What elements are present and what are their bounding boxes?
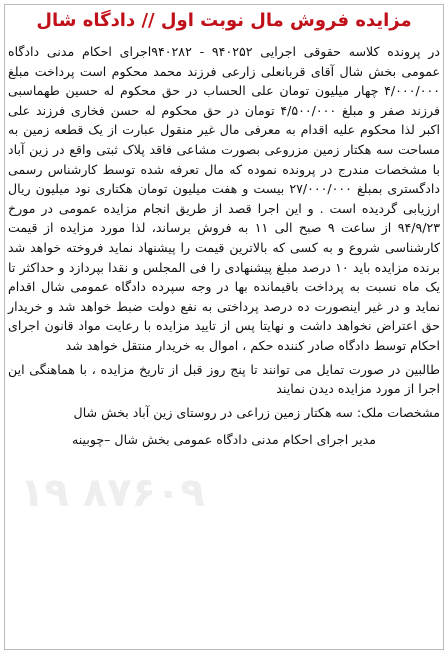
notice-headline: مزایده فروش مال نوبت اول // دادگاه شال <box>36 10 412 31</box>
signature-line: مدیر اجرای احکام مدنی دادگاه عمومی بخش شال –چوبینه <box>71 432 377 448</box>
property-details: مشخصات ملک: سه هکتار زمین زراعی در روستای زین آباد بخش شال <box>73 404 440 420</box>
visit-paragraph: طالبین در صورت تمایل می توانند تا پنج روز قبل از تاریخ مزایده ، با هماهنگی این اجرا از مورد مزایده دیدن نمایند <box>8 361 440 397</box>
background-watermark: ۱۹ ۸۷۶۰۹ <box>20 470 205 516</box>
notice-body: در پرونده کلاسه حقوقی اجرایی ۹۴۰۲۵۲ - ۹۴۰۲۸۲اجرای احکام مدنی دادگاه عمومی بخش شال آقای قربانعلی زارعی فرزند محمد محکوم است پرداخت مبلغ ۴/۰۰۰/۰۰۰ چهار میلیون تومان علی الحساب در حق محکوم له حسین طهماسبی فرزند صفر و مبلغ ۴/۵۰۰/۰۰۰ تومان در حق محکوم له حسن فخاری فرزند علی اکبر لذا محکوم علیه اقدام به معرفی مال غیر منقول عبارت از یک قطعه زمین به مساحت سه هکتار زمین مزروعی بصورت مشاعی فاقد پلاک ثبتی واقع در زین آباد با مشخصات مندرج در پرونده نموده که مال تعرفه شده توسط کارشناس رسمی دادگستری بمبلغ ۲۷/۰۰۰/۰۰۰ بیست و هفت میلیون تومان هکتاری نود میلیون ریال ارزیابی گردیده است . و این اجرا قصد از طریق انجام مزایده عمومی در مورخ ۹۴/۹/۲۳ از ساعت ۹ صبح الی ۱۱ به فروش برساند، لذا مورد مزایده از قیمت کارشناسی شروع و به کسی که بالاترین قیمت را پیشنهاد نماید فروخته خواهد شد برنده مزایده باید ۱۰ درصد مبلغ پیشنهادی را فی المجلس و نقدا بپردازد و حداکثر تا یک ماه نسبت به پرداخت باقیمانده بها در وجه سپرده دادگاه عمومی شال اقدام نماید و در غیر اینصورت ده درصد پرداختی به نفع دولت ضبط خواهد شد و خریدار حق اعتراض نخواهد داشت و نهایتا پس از تایید مزایده با رعایت مواد قانون اجرای احکام توسط دادگاه صادر کننده حکم ، اموال به خریدار منتقل خواهد شد <box>8 44 440 353</box>
